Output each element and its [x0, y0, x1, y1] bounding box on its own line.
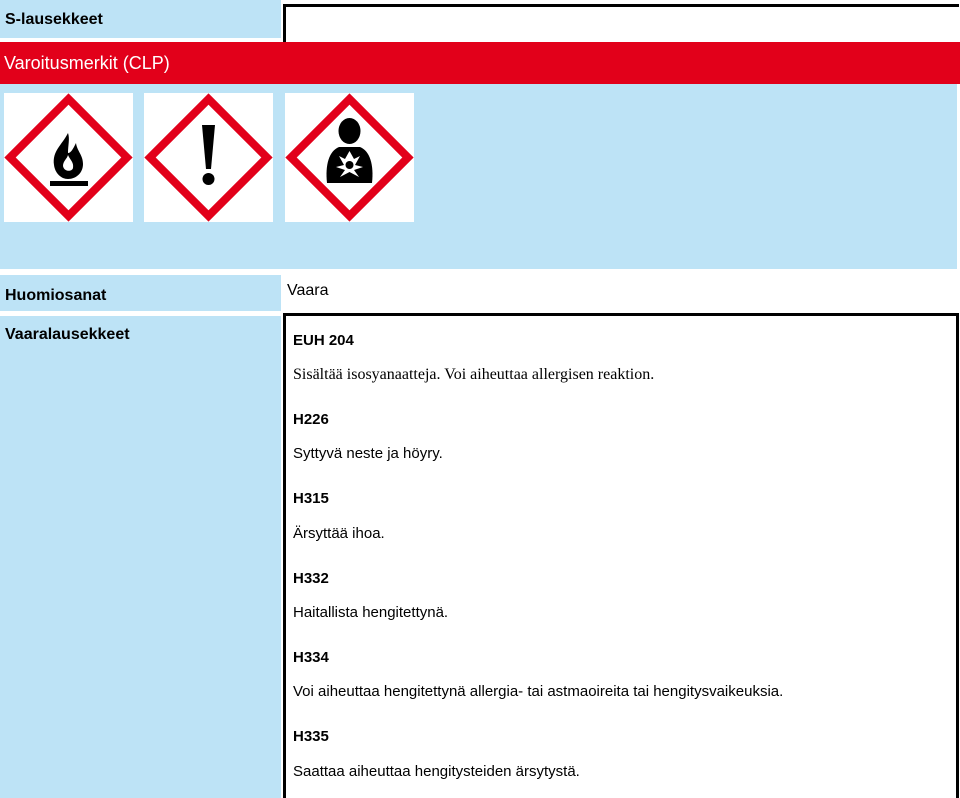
s-phrases-value-field [283, 4, 959, 46]
hazard-code: H332 [293, 570, 329, 587]
hazard-text: Syttyvä neste ja höyry. [293, 445, 443, 462]
flame-icon [4, 93, 133, 222]
warning-signs-header: Varoitusmerkit (CLP) [0, 42, 960, 84]
hazard-text: Voi aiheuttaa hengitettynä allergia- tai astmaoireita tai hengitysvaikeuksia. [293, 683, 784, 700]
hazard-code: H335 [293, 728, 329, 745]
hazard-text: Sisältää isosyanaatteja. Voi aiheuttaa allergisen reaktion. [293, 366, 655, 383]
hazard-text: Saattaa aiheuttaa hengitysteiden ärsytystä. [293, 763, 580, 780]
signal-word-value: Vaara [287, 282, 329, 299]
hazard-code: EUH 204 [293, 332, 354, 349]
hazard-code: H334 [293, 649, 329, 666]
hazard-text: Ärsyttää ihoa. [293, 525, 385, 542]
hazard-code: H226 [293, 411, 329, 428]
hazard-statements-label: Vaaralausekkeet [0, 316, 281, 798]
hazard-statements-box [283, 313, 959, 798]
signal-word-label: Huomiosanat [0, 275, 281, 311]
hazard-code: H315 [293, 490, 329, 507]
s-phrases-label: S-lausekkeet [0, 0, 281, 38]
exclamation-mark-icon [144, 93, 273, 222]
health-hazard-icon [285, 93, 414, 222]
hazard-text: Haitallista hengitettynä. [293, 604, 449, 621]
